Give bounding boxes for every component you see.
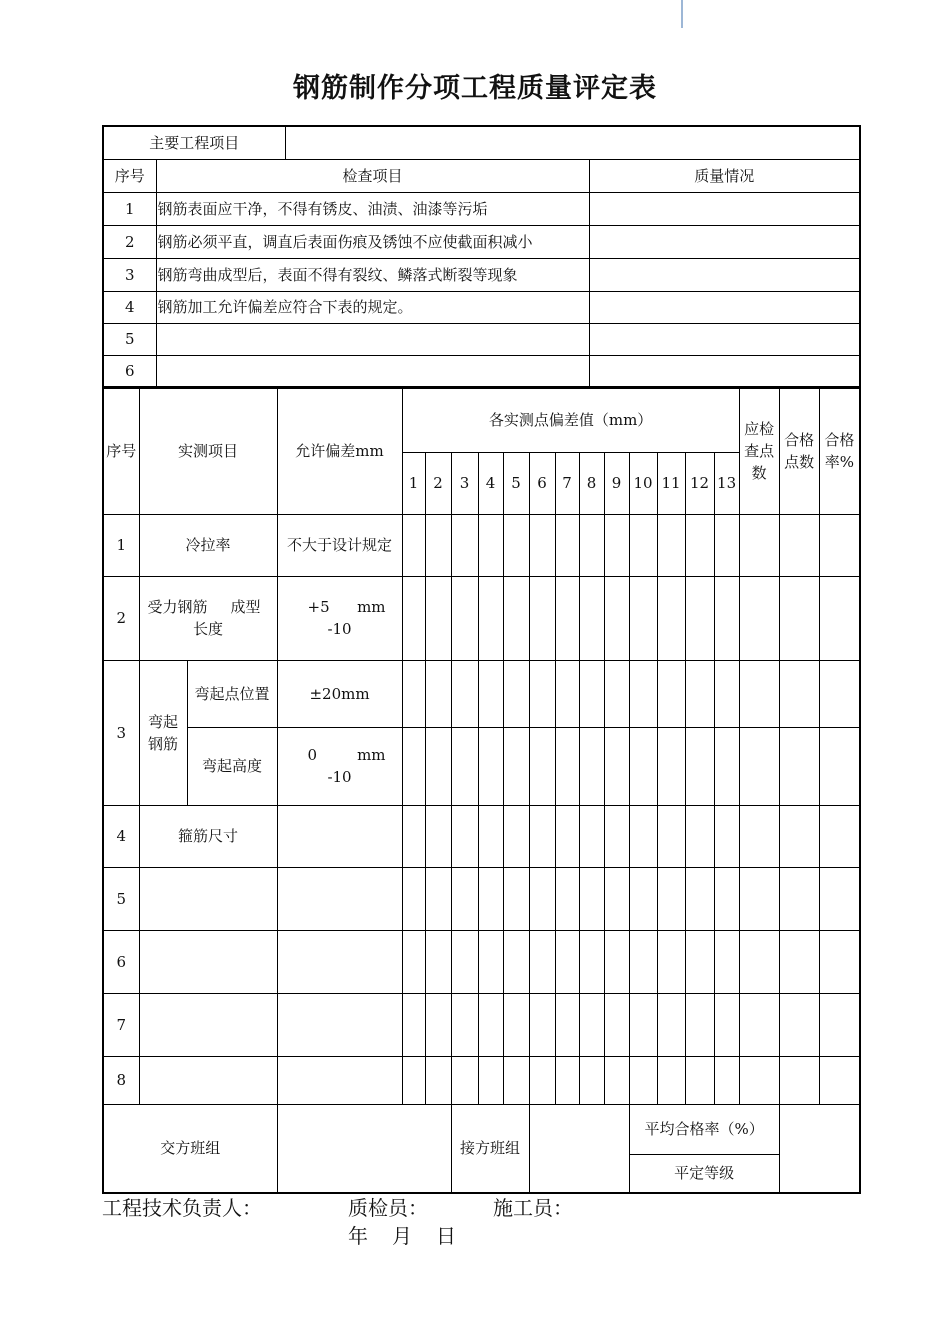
value-cell[interactable]: [425, 514, 451, 576]
row-number: 7: [103, 993, 139, 1056]
col-pass-rate: [819, 388, 860, 514]
measure-group-line: 钢筋: [147, 734, 178, 753]
measure-item-part: 长度: [193, 620, 224, 638]
tolerance-part: mm: [357, 746, 386, 764]
tech-lead-label: 工程技术负责人：: [102, 1196, 262, 1220]
value-cell[interactable]: [714, 1056, 739, 1104]
value-cell[interactable]: [779, 993, 819, 1056]
value-cell[interactable]: [478, 660, 503, 727]
value-cell[interactable]: [657, 727, 685, 805]
measure-item-part: 成型: [230, 598, 261, 616]
col-points-header: 各实测点偏差值（mm）: [402, 388, 739, 452]
value-cell[interactable]: [685, 805, 714, 867]
value-cell[interactable]: [451, 1056, 478, 1104]
measure-row-4: [103, 805, 860, 867]
value-cell[interactable]: [579, 576, 604, 660]
measure-row-3b: [103, 727, 860, 805]
quality-cell[interactable]: [589, 323, 860, 355]
value-cell[interactable]: [819, 867, 860, 930]
receive-team-value[interactable]: [529, 1104, 629, 1193]
row-number: 3: [103, 258, 156, 291]
value-cell[interactable]: [685, 727, 714, 805]
value-cell[interactable]: [657, 576, 685, 660]
measure-item[interactable]: [139, 1056, 277, 1104]
measure-subitem: 弯起点位置: [187, 660, 277, 727]
value-cell[interactable]: [657, 660, 685, 727]
value-cell[interactable]: [579, 1056, 604, 1104]
receive-team-label: 接方班组: [451, 1104, 529, 1193]
measure-group: [139, 660, 187, 805]
value-cell[interactable]: [739, 660, 779, 727]
value-cell[interactable]: [657, 993, 685, 1056]
measure-row-8: [103, 1056, 860, 1104]
value-cell[interactable]: [819, 576, 860, 660]
check-item-text: 钢筋弯曲成型后，表面不得有裂纹、鳞落式断裂等现象: [156, 258, 589, 291]
value-cell[interactable]: [529, 867, 555, 930]
value-cell[interactable]: [402, 805, 425, 867]
tolerance: [277, 576, 402, 660]
pass-count-line: 点数: [784, 453, 815, 472]
value-cell[interactable]: [819, 660, 860, 727]
tolerance-part: +5: [307, 598, 330, 616]
tolerance-part: mm: [357, 598, 386, 616]
value-cell[interactable]: [604, 576, 629, 660]
value-cell[interactable]: [779, 867, 819, 930]
value-cell[interactable]: [555, 514, 579, 576]
summary-row-a: [103, 1104, 860, 1154]
value-cell[interactable]: [685, 660, 714, 727]
value-cell[interactable]: [425, 1056, 451, 1104]
value-cell[interactable]: [739, 867, 779, 930]
value-cell[interactable]: [629, 576, 657, 660]
value-cell[interactable]: [629, 993, 657, 1056]
value-cell[interactable]: [555, 660, 579, 727]
value-cell[interactable]: [451, 514, 478, 576]
measure-item-part: 受力钢筋: [147, 598, 208, 616]
value-cell[interactable]: [657, 867, 685, 930]
value-cell[interactable]: [478, 930, 503, 993]
value-cell[interactable]: [629, 660, 657, 727]
quality-cell[interactable]: [589, 291, 860, 323]
value-cell[interactable]: [779, 576, 819, 660]
value-cell[interactable]: [629, 930, 657, 993]
quality-cell[interactable]: [589, 192, 860, 225]
value-cell[interactable]: [478, 576, 503, 660]
value-cell[interactable]: [402, 514, 425, 576]
main-items-table: [102, 125, 861, 388]
col-measure-item: 实测项目: [139, 388, 277, 514]
value-cell[interactable]: [657, 930, 685, 993]
value-cell[interactable]: [529, 727, 555, 805]
value-cell[interactable]: [425, 930, 451, 993]
value-cell[interactable]: [579, 993, 604, 1056]
tolerance-part: -10: [327, 768, 352, 786]
point-number: 1: [402, 452, 425, 514]
value-cell[interactable]: [529, 1056, 555, 1104]
value-cell[interactable]: [402, 660, 425, 727]
value-cell[interactable]: [579, 660, 604, 727]
value-cell[interactable]: [503, 576, 529, 660]
value-cell[interactable]: [451, 930, 478, 993]
check-count-line: 查点: [744, 442, 775, 461]
value-cell[interactable]: [478, 867, 503, 930]
value-cell[interactable]: [555, 1056, 579, 1104]
row-number: 3: [103, 660, 139, 805]
col-check-item: 检查项目: [156, 159, 589, 192]
point-number: 2: [425, 452, 451, 514]
value-cell[interactable]: [629, 867, 657, 930]
value-cell[interactable]: [503, 930, 529, 993]
measure-item[interactable]: [139, 993, 277, 1056]
col-check-count: [739, 388, 779, 514]
main-items-value[interactable]: [285, 126, 860, 159]
value-cell[interactable]: [529, 514, 555, 576]
check-count-line: 应检: [744, 420, 775, 439]
value-cell[interactable]: [604, 993, 629, 1056]
value-cell[interactable]: [714, 867, 739, 930]
value-cell[interactable]: [739, 514, 779, 576]
value-cell[interactable]: [714, 805, 739, 867]
value-cell[interactable]: [657, 514, 685, 576]
value-cell[interactable]: [779, 514, 819, 576]
value-cell[interactable]: [425, 867, 451, 930]
inspector-label: 质检员：: [348, 1196, 428, 1220]
point-number: 7: [555, 452, 579, 514]
main-items-label: 主要工程项目: [103, 126, 285, 159]
row-number: 5: [103, 323, 156, 355]
measure-row-3a: [103, 660, 860, 727]
value-cell[interactable]: [739, 993, 779, 1056]
value-cell[interactable]: [629, 514, 657, 576]
col-seq: 序号: [103, 159, 156, 192]
point-number: 11: [657, 452, 685, 514]
quality-cell[interactable]: [589, 258, 860, 291]
value-cell[interactable]: [685, 867, 714, 930]
value-cell[interactable]: [451, 660, 478, 727]
value-cell[interactable]: [739, 727, 779, 805]
value-cell[interactable]: [714, 576, 739, 660]
value-cell[interactable]: [604, 930, 629, 993]
check-item-text: 钢筋必须平直，调直后表面伤痕及锈蚀不应使截面积减小: [156, 225, 589, 258]
value-cell[interactable]: [714, 514, 739, 576]
value-cell[interactable]: [819, 930, 860, 993]
measure-row-2: [103, 576, 860, 660]
value-cell[interactable]: [555, 727, 579, 805]
value-cell[interactable]: [478, 514, 503, 576]
value-cell[interactable]: [451, 867, 478, 930]
tolerance[interactable]: [277, 1056, 402, 1104]
measure-item: [139, 576, 277, 660]
value-cell[interactable]: [503, 1056, 529, 1104]
measure-row-7: [103, 993, 860, 1056]
value-cell[interactable]: [779, 805, 819, 867]
point-number: 9: [604, 452, 629, 514]
value-cell[interactable]: [604, 867, 629, 930]
value-cell[interactable]: [629, 727, 657, 805]
measure-item[interactable]: [139, 930, 277, 993]
check-item-text: 钢筋加工允许偏差应符合下表的规定。: [156, 291, 589, 323]
row-number: 6: [103, 930, 139, 993]
value-cell[interactable]: [555, 993, 579, 1056]
value-cell[interactable]: [425, 993, 451, 1056]
tolerance: [277, 727, 402, 805]
point-number: 13: [714, 452, 739, 514]
value-cell[interactable]: [402, 576, 425, 660]
value-cell[interactable]: [739, 576, 779, 660]
handover-team-value[interactable]: [277, 1104, 451, 1193]
value-cell[interactable]: [579, 514, 604, 576]
value-cell[interactable]: [714, 660, 739, 727]
value-cell[interactable]: [503, 514, 529, 576]
measure-table: [102, 387, 861, 1194]
value-cell[interactable]: [451, 805, 478, 867]
tolerance[interactable]: [277, 867, 402, 930]
value-cell[interactable]: [657, 1056, 685, 1104]
value-cell[interactable]: [819, 727, 860, 805]
row-number: 1: [103, 192, 156, 225]
value-cell[interactable]: [604, 1056, 629, 1104]
value-cell[interactable]: [629, 1056, 657, 1104]
col-quality: 质量情况: [589, 159, 860, 192]
worker-label: 施工员：: [493, 1196, 573, 1220]
value-cell[interactable]: [503, 660, 529, 727]
row-number: 2: [103, 576, 139, 660]
value-cell[interactable]: [402, 867, 425, 930]
value-cell[interactable]: [819, 514, 860, 576]
col-pass-count: [779, 388, 819, 514]
measure-group-line: 弯起: [147, 712, 178, 731]
value-cell[interactable]: [779, 1056, 819, 1104]
value-cell[interactable]: [451, 576, 478, 660]
corner-mark: [681, 0, 683, 28]
value-cell[interactable]: [402, 993, 425, 1056]
value-cell[interactable]: [714, 993, 739, 1056]
avg-rate-value[interactable]: [779, 1104, 860, 1193]
value-cell[interactable]: [478, 1056, 503, 1104]
value-cell[interactable]: [657, 805, 685, 867]
value-cell[interactable]: [529, 576, 555, 660]
row-number: 6: [103, 355, 156, 387]
measure-row-5: [103, 867, 860, 930]
col-seq: 序号: [103, 388, 139, 514]
value-cell[interactable]: [425, 727, 451, 805]
handover-team-label: 交方班组: [103, 1104, 277, 1193]
tolerance-part: 0: [307, 746, 318, 764]
check-item-text[interactable]: [156, 355, 589, 387]
value-cell[interactable]: [555, 805, 579, 867]
check-item-text: 钢筋表面应干净，不得有锈皮、油渍、油漆等污垢: [156, 192, 589, 225]
value-cell[interactable]: [402, 930, 425, 993]
value-cell[interactable]: [819, 805, 860, 867]
value-cell[interactable]: [604, 727, 629, 805]
tolerance: ±20mm: [277, 660, 402, 727]
value-cell[interactable]: [685, 993, 714, 1056]
point-number: 6: [529, 452, 555, 514]
value-cell[interactable]: [425, 805, 451, 867]
tolerance[interactable]: [277, 930, 402, 993]
point-number: 12: [685, 452, 714, 514]
value-cell[interactable]: [579, 805, 604, 867]
value-cell[interactable]: [579, 930, 604, 993]
tolerance[interactable]: [277, 805, 402, 867]
value-cell[interactable]: [529, 993, 555, 1056]
value-cell[interactable]: [685, 930, 714, 993]
signature-line: [102, 1194, 573, 1222]
value-cell[interactable]: [402, 1056, 425, 1104]
measure-item: 冷拉率: [139, 514, 277, 576]
value-cell[interactable]: [779, 660, 819, 727]
value-cell[interactable]: [503, 867, 529, 930]
measure-item: 箍筋尺寸: [139, 805, 277, 867]
value-cell[interactable]: [503, 993, 529, 1056]
value-cell[interactable]: [478, 727, 503, 805]
value-cell[interactable]: [685, 1056, 714, 1104]
value-cell[interactable]: [714, 930, 739, 993]
pass-count-line: 合格: [784, 431, 815, 450]
value-cell[interactable]: [503, 805, 529, 867]
row-number: 5: [103, 867, 139, 930]
col-tolerance: 允许偏差mm: [277, 388, 402, 514]
row-number: 2: [103, 225, 156, 258]
value-cell[interactable]: [503, 727, 529, 805]
quality-cell[interactable]: [589, 225, 860, 258]
measure-subitem: 弯起高度: [187, 727, 277, 805]
row-number: 1: [103, 514, 139, 576]
check-count-line: 数: [751, 464, 767, 483]
value-cell[interactable]: [529, 930, 555, 993]
tolerance: 不大于设计规定: [277, 514, 402, 576]
value-cell[interactable]: [779, 930, 819, 993]
value-cell[interactable]: [529, 805, 555, 867]
quality-cell[interactable]: [589, 355, 860, 387]
measure-row-6: [103, 930, 860, 993]
tolerance-line: [278, 596, 402, 618]
measure-item[interactable]: [139, 867, 277, 930]
row-number: 4: [103, 291, 156, 323]
value-cell[interactable]: [579, 867, 604, 930]
row-number: 8: [103, 1056, 139, 1104]
value-cell[interactable]: [478, 993, 503, 1056]
value-cell[interactable]: [478, 805, 503, 867]
point-number: 5: [503, 452, 529, 514]
value-cell[interactable]: [604, 660, 629, 727]
value-cell[interactable]: [402, 727, 425, 805]
value-cell[interactable]: [604, 805, 629, 867]
measure-row-1: [103, 514, 860, 576]
value-cell[interactable]: [555, 930, 579, 993]
value-cell[interactable]: [425, 576, 451, 660]
grade-label: 平定等级: [629, 1154, 779, 1193]
pass-rate-line: 率%: [824, 453, 855, 472]
value-cell[interactable]: [555, 576, 579, 660]
point-number: 4: [478, 452, 503, 514]
value-cell[interactable]: [604, 514, 629, 576]
value-cell[interactable]: [739, 805, 779, 867]
value-cell[interactable]: [685, 514, 714, 576]
measure-item-line: [140, 596, 277, 618]
tolerance-line: [278, 744, 402, 766]
value-cell[interactable]: [451, 993, 478, 1056]
point-number: 8: [579, 452, 604, 514]
point-number: 3: [451, 452, 478, 514]
value-cell[interactable]: [819, 1056, 860, 1104]
value-cell[interactable]: [555, 867, 579, 930]
value-cell[interactable]: [739, 1056, 779, 1104]
value-cell[interactable]: [451, 727, 478, 805]
point-number: 10: [629, 452, 657, 514]
date-line: 年 月 日: [348, 1224, 458, 1248]
value-cell[interactable]: [425, 660, 451, 727]
value-cell[interactable]: [819, 993, 860, 1056]
page-title: 钢筋制作分项工程质量评定表: [293, 73, 657, 104]
value-cell[interactable]: [714, 727, 739, 805]
value-cell[interactable]: [739, 930, 779, 993]
tolerance-part: -10: [327, 620, 352, 638]
avg-rate-label: 平均合格率（%）: [629, 1104, 779, 1154]
tolerance[interactable]: [277, 993, 402, 1056]
check-item-text[interactable]: [156, 323, 589, 355]
value-cell[interactable]: [685, 576, 714, 660]
value-cell[interactable]: [579, 727, 604, 805]
value-cell[interactable]: [779, 727, 819, 805]
value-cell[interactable]: [629, 805, 657, 867]
row-number: 4: [103, 805, 139, 867]
pass-rate-line: 合格: [824, 431, 855, 450]
value-cell[interactable]: [529, 660, 555, 727]
